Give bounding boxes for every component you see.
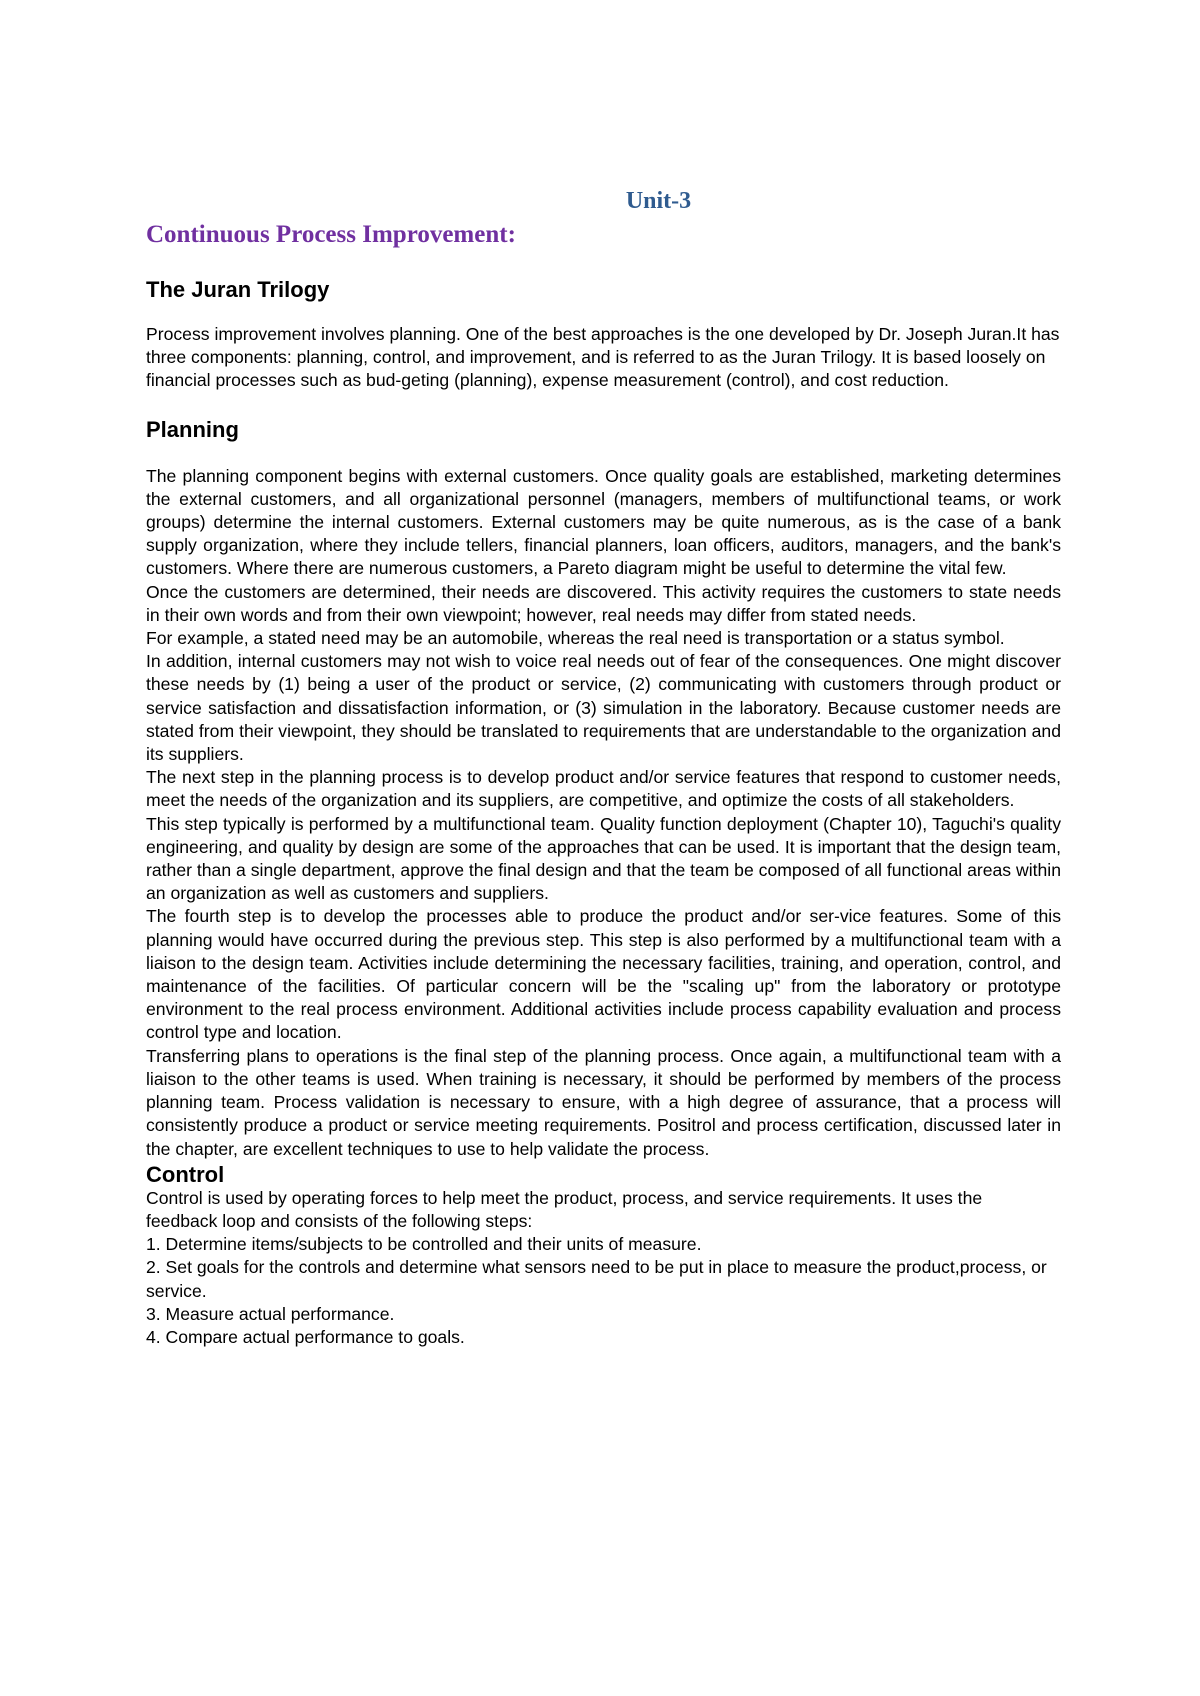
planning-paragraph: For example, a stated need may be an automobile, whereas the real need is transportation or a status symbol. — [146, 628, 1005, 649]
planning-paragraph: This step typically is performed by a multifunctional team. Quality function deployment (Chapter 10), Taguchi's quality engineering, and quality by design are some of the approaches that can be used. It is important that the design team, rather than a single department, approve the final design and that the team be composed of all functional areas within an organization as well as customers and suppliers. — [146, 813, 1061, 904]
planning-paragraph: The next step in the planning process is to develop product and/or service features that respond to customer needs, meet the needs of the organization and its suppliers, are competitive, and optimize the costs of all stakeholders. — [146, 767, 1061, 811]
planning-paragraph: Once the customers are determined, their needs are discovered. This activity requires the customers to state needs in their own words and from their own viewpoint; however, real needs may differ from stated needs. — [146, 581, 1061, 625]
planning-paragraph: The fourth step is to develop the processes able to produce the product and/or ser-vice features. Some of this planning would have occurred during the previous step. This step is also performed by a multifunctional team with a liaison to the design team. Activities include determining the necessary facilities, training, and operation, control, and maintenance of the facilities. Of particular concern will be the "scaling up" from the laboratory or prototype environment to the real process environment. Additional activities include process capability evaluation and process control type and location. — [146, 906, 1061, 1043]
control-intro-paragraph: Control is used by operating forces to help meet the product, process, and service requirements. It uses the — [146, 1187, 983, 1208]
control-step: 3. Measure actual performance. — [146, 1303, 395, 1324]
planning-paragraph: In addition, internal customers may not wish to voice real needs out of fear of the consequences. One might discover these needs by (1) being a user of the product or service, (2) communicating with customers through product or service satisfaction and dissatisfaction information, or (3) simulation in the laboratory. Because customer needs are stated from their viewpoint, they should be translated to requirements that are understandable to the organization and its suppliers. — [146, 651, 1061, 765]
planning-body — [146, 465, 1061, 1161]
control-step: 4. Compare actual performance to goals. — [146, 1326, 465, 1347]
control-heading: Control — [146, 1161, 225, 1187]
document-page — [146, 185, 1061, 1349]
control-step: 2. Set goals for the controls and determine what sensors need to be put in place to measure the product,process, or service. — [146, 1257, 1047, 1301]
unit-title: Unit-3 — [625, 188, 692, 214]
planning-heading: Planning — [146, 416, 239, 442]
control-intro-continued: feedback loop and consists of the following steps: — [146, 1210, 533, 1231]
planning-paragraph: Transferring plans to operations is the final step of the planning process. Once again, a multifunctional team with a liaison to the other teams is used. When training is necessary, it should be performed by members of the process planning team. Process validation is necessary to ensure, with a high degree of assurance, that a process will consistently produce a product or service meeting requirements. Positrol and process certification, discussed later in the chapter, are excellent techniques to use to help validate the process. — [146, 1045, 1061, 1159]
control-step: 1. Determine items/subjects to be controlled and their units of measure. — [146, 1234, 702, 1255]
juran-intro-paragraph: Process improvement involves planning. One of the best approaches is the one developed by Dr. Joseph Juran.It has three components: planning, control, and improvement, and is referred to as the Juran Trilogy. It is based loosely on financial processes such as bud-geting (planning), expense measurement (control), and cost reduction. — [146, 324, 1060, 391]
control-body — [146, 1187, 1061, 1349]
planning-paragraph: The planning component begins with external customers. Once quality goals are established, marketing determines the external customers, and all organizational personnel (managers, members of multifunctional teams, or work groups) determine the internal customers. External customers may be quite numerous, as is the case of a bank supply organization, where they include tellers, financial planners, loan officers, auditors, managers, and the bank's customers. Where there are numerous customers, a Pareto diagram might be useful to determine the vital few. — [146, 465, 1061, 579]
main-title: Continuous Process Improvement: — [146, 221, 516, 248]
juran-trilogy-heading: The Juran Trilogy — [146, 277, 330, 302]
